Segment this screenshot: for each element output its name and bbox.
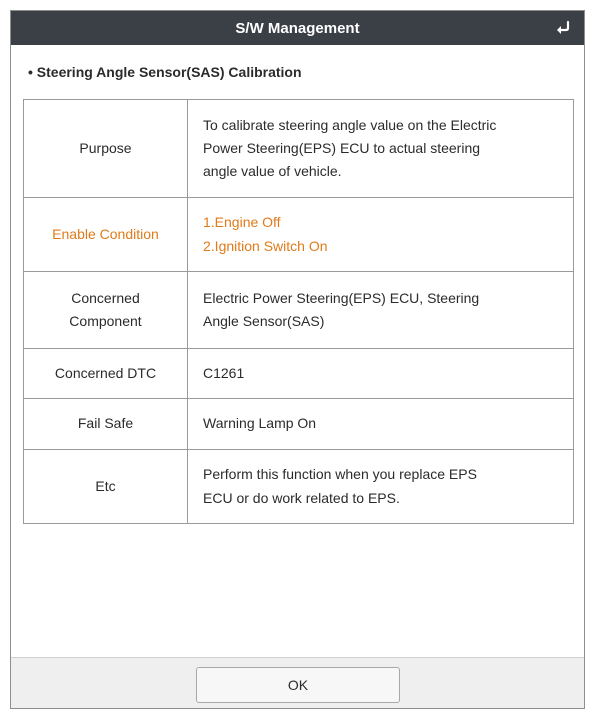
info-table-container [23,99,574,524]
value-line: Power Steering(EPS) ECU to actual steering [203,139,481,156]
value-line: angle value of vehicle. [203,163,342,180]
footer-bar [11,657,584,708]
row-label: Enable Condition [24,198,188,272]
row-value [188,450,574,524]
ok-button[interactable]: OK [196,667,400,703]
row-label: Etc [24,450,188,524]
row-label [24,272,188,349]
row-label: Fail Safe [24,399,188,450]
value-line: Perform this function when you replace EPS [203,466,477,483]
row-label: Concerned DTC [24,349,188,399]
return-arrow-icon [555,21,571,35]
value-line: Warning Lamp On [203,415,317,432]
info-table [23,99,574,524]
table-row-purpose [24,100,574,198]
value-line: Angle Sensor(SAS) [203,313,325,329]
value-line: Electric Power Steering(EPS) ECU, Steering [203,289,480,306]
row-label: Purpose [24,100,188,198]
dialog-window [10,10,585,709]
value-line: ECU or do work related to EPS. [203,489,400,506]
table-row-fail-safe [24,399,574,450]
table-row-concerned-component [24,272,574,349]
value-line: 2.Ignition Switch On [203,237,328,254]
table-row-concerned-dtc [24,349,574,399]
table-row-enable-condition [24,198,574,272]
row-value [188,100,574,198]
row-value [188,349,574,399]
row-value [188,198,574,272]
section-title: • Steering Angle Sensor(SAS) Calibration [28,64,302,80]
back-button[interactable] [550,15,576,41]
window-title: S/W Management [235,19,360,37]
table-row-etc [24,450,574,524]
row-value [188,272,574,349]
label-line: Concerned [71,289,140,306]
value-line: 1.Engine Off [203,214,281,231]
title-bar [11,11,584,45]
row-value [188,399,574,450]
label-line: Component [69,313,142,329]
value-line: To calibrate steering angle value on the Electric [203,116,497,133]
value-line: C1261 [203,364,245,381]
